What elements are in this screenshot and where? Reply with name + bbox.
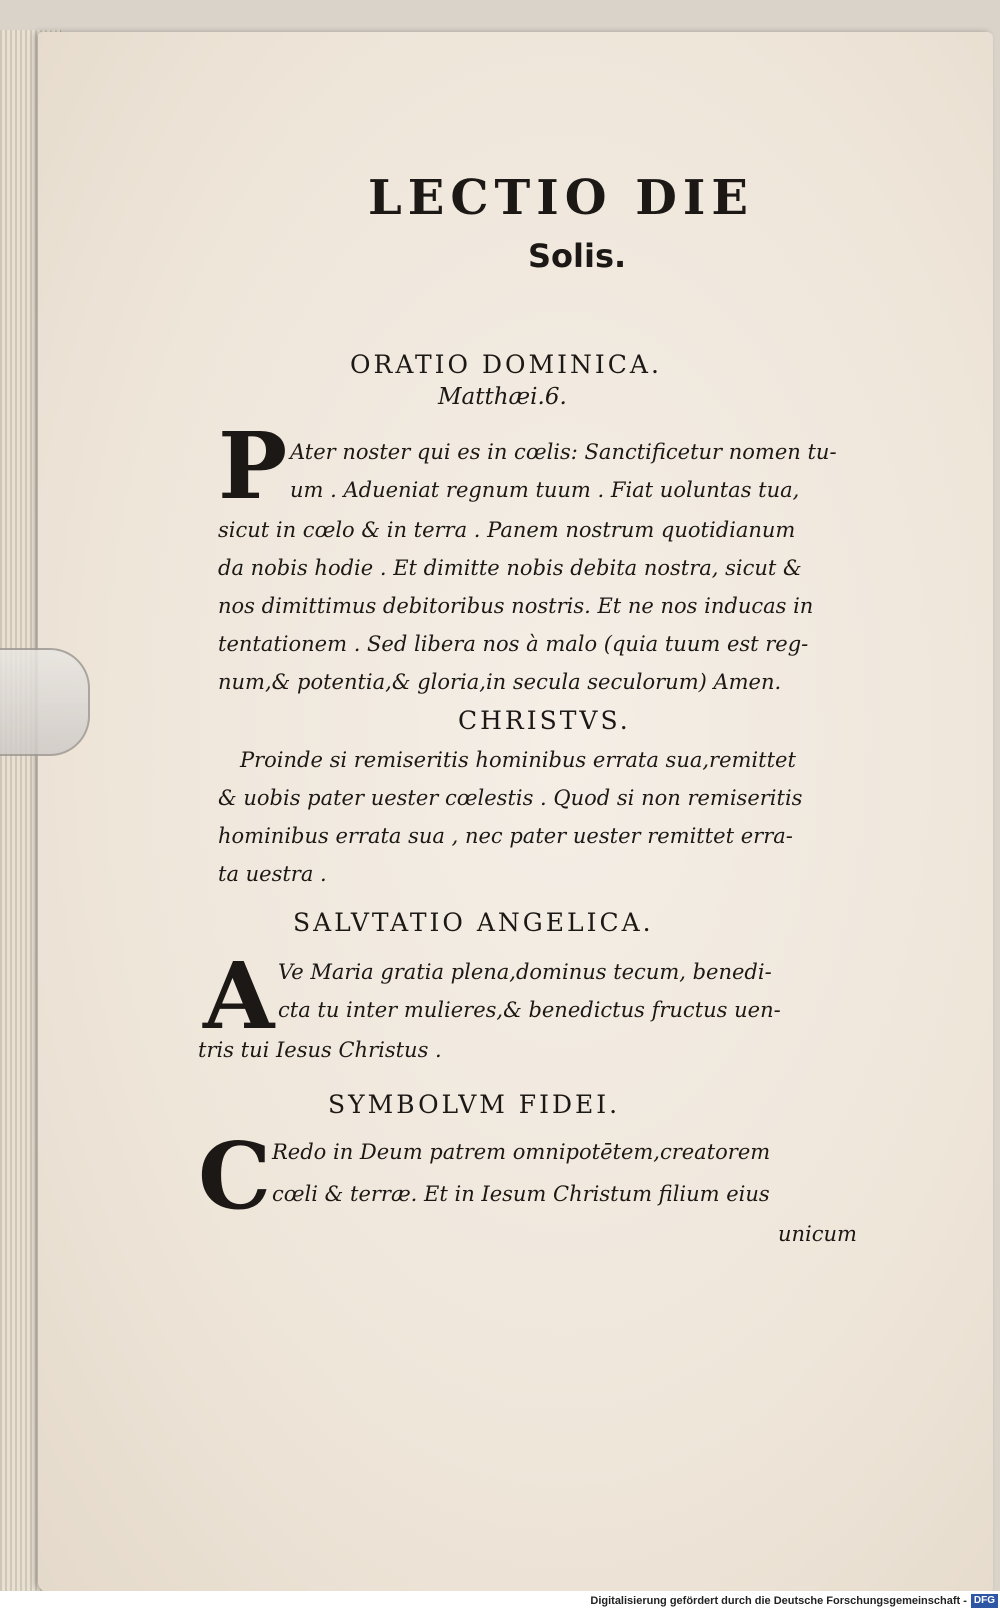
salutatio-line: tris tui Iesus Christus . — [198, 1038, 442, 1062]
oratio-line: da nobis hodie . Et dimitte nobis debita nostra, sicut & — [218, 556, 802, 580]
symbolum-line: Redo in Deum patrem omnipotētem,creatorem — [272, 1140, 771, 1164]
symbolum-line: cœli & terræ. Et in Iesum Christum filium eius — [272, 1182, 770, 1206]
oratio-line: nos dimittimus debitoribus nostris. Et ne nos inducas in — [218, 594, 814, 618]
page-subtitle: Solis. — [528, 237, 627, 275]
oratio-line: num,& potentia,& gloria,in secula seculorum) Amen. — [218, 670, 782, 694]
section-heading-symbolum: SYMBOLVM FIDEI. — [328, 1090, 621, 1119]
book-page — [38, 32, 993, 1592]
dfg-logo: DFG — [971, 1594, 998, 1608]
christus-line: ta uestra . — [218, 862, 327, 886]
christus-line: hominibus errata sua , nec pater uester remittet erra- — [218, 824, 793, 848]
page-clip — [0, 648, 90, 756]
page-title: LECTIO DIE — [368, 170, 754, 226]
catchword: unicum — [778, 1222, 857, 1246]
section-reference-oratio: Matthæi.6. — [438, 384, 567, 410]
section-heading-christus: CHRISTVS. — [458, 706, 631, 735]
oratio-line: um . Adueniat regnum tuum . Fiat uoluntas tua, — [290, 478, 800, 502]
section-heading-oratio: ORATIO DOMINICA. — [350, 350, 662, 379]
footer-credit-text: Digitalisierung gefördert durch die Deutsche Forschungsgemeinschaft - — [590, 1595, 967, 1607]
salutatio-line: Ve Maria gratia plena,dominus tecum, benedi- — [278, 960, 772, 984]
salutatio-line: cta tu inter mulieres,& benedictus fructus uen- — [278, 998, 781, 1022]
section-heading-salutatio: SALVTATIO ANGELICA. — [293, 908, 654, 937]
dropcap-salutatio: A — [203, 942, 275, 1050]
christus-line: & uobis pater uester cœlestis . Quod si non remiseritis — [218, 786, 803, 810]
oratio-line: sicut in cœlo & in terra . Panem nostrum quotidianum — [218, 518, 796, 542]
oratio-line: Ater noster qui es in cœlis: Sanctificetur nomen tu- — [290, 440, 837, 464]
dropcap-symbolum: C — [198, 1122, 272, 1230]
christus-line: Proinde si remiseritis hominibus errata sua,remittet — [240, 748, 796, 772]
oratio-line: tentationem . Sed libera nos à malo (quia tuum est reg- — [218, 632, 809, 656]
dropcap-oratio: P — [218, 412, 288, 520]
footer-credit — [0, 1591, 1000, 1611]
